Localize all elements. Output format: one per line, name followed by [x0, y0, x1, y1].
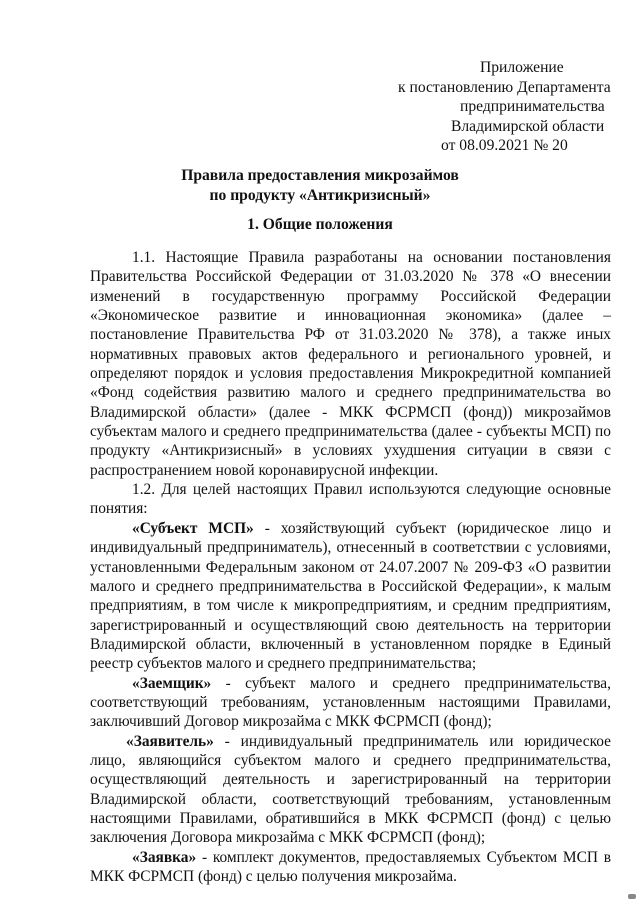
definition-term: «Субъект МСП»	[132, 519, 254, 537]
document-body	[90, 248, 611, 886]
paragraph-1-1: 1.1. Настоящие Правила разработаны на основании постановления Правительства Российской Федерации от 31.03.2020 № 378 «О внесении изменений в государственную программу Российской Федерации «Экономическое развитие и инновационная экономика» (далее – постановление Правительства РФ от 31.03.2020 № 378), а также иных нормативных правовых актов федерального и регионального уровней, и определяют порядок и условия предоставления Микрокредитной компанией «Фонд содействия развитию малого и среднего предпринимательства во Владимирской области» (далее - МКК ФСРМСП (фонд)) микрозаймов субъектам малого и среднего предпринимательства (далее - субъекты МСП) по продукту «Антикризисный» в условиях ухудшения ситуации в связи с распространением новой коронавирусной инфекции.	[90, 249, 611, 479]
definition-term: «Заемщик»	[132, 674, 212, 692]
document-title	[0, 166, 640, 205]
scan-mark	[628, 894, 636, 899]
attachment-line: предпринимательства	[460, 98, 605, 116]
section-heading: 1. Общие положения	[247, 216, 393, 233]
definition-text: - индивидуальный предприниматель или юридическое лицо, являющийся субъектом малого и среднего предпринимательства, осуществляющий деятельность и зарегистрированный на территории Владимирской области, соответствующий требованиям, установленным настоящими Правилами, обратившийся в МКК ФСРМСП (фонд) с целью заключения Договора микрозайма с МКК ФСРМСП (фонд);	[90, 732, 611, 847]
title-line: Правила предоставления микрозаймов	[181, 167, 459, 184]
attachment-line: Владимирской области	[451, 117, 605, 135]
definition-text: - хозяйствующий субъект (юридическое лицо и индивидуальный предприниматель), отнесенный в соответствии с условиями, установленными Федеральным законом от 24.07.2007 № 209-ФЗ «О развитии малого и среднего предпринимательства в Российской Федерации», к малым предприятиям, в том числе к микропредприятиям, и средним предприятиям, зарегистрированный и осуществляющий свою деятельность на территории Владимирской области, включенный в установленном порядке в Единый реестр субъектов малого и среднего предпринимательства;	[90, 519, 611, 673]
definition-subject-msp	[90, 519, 611, 674]
attachment-block	[398, 58, 611, 156]
attachment-date-number: от 08.09.2021 № 20	[441, 137, 568, 155]
definition-text: - комплект документов, предоставляемых Субъектом МСП в МКК ФСРМСП (фонд) с целью получения микрозайма.	[90, 848, 611, 885]
definition-borrower	[90, 674, 611, 732]
paragraph-1-2: 1.2. Для целей настоящих Правил используются следующие основные понятия:	[90, 481, 611, 518]
definition-term: «Заявка»	[132, 848, 197, 866]
definition-applicant	[90, 732, 611, 848]
definition-text: - субъект малого и среднего предпринимательства, соответствующий требованиям, установленным настоящими Правилами, заключивший Договор микрозайма с МКК ФСРМСП (фонд);	[90, 674, 611, 731]
definition-term: «Заявитель»	[126, 732, 214, 750]
attachment-line: к постановлению Департамента	[398, 78, 611, 96]
title-line: по продукту «Антикризисный»	[209, 186, 431, 204]
attachment-line: Приложение	[480, 59, 564, 76]
definition-application	[90, 848, 611, 887]
